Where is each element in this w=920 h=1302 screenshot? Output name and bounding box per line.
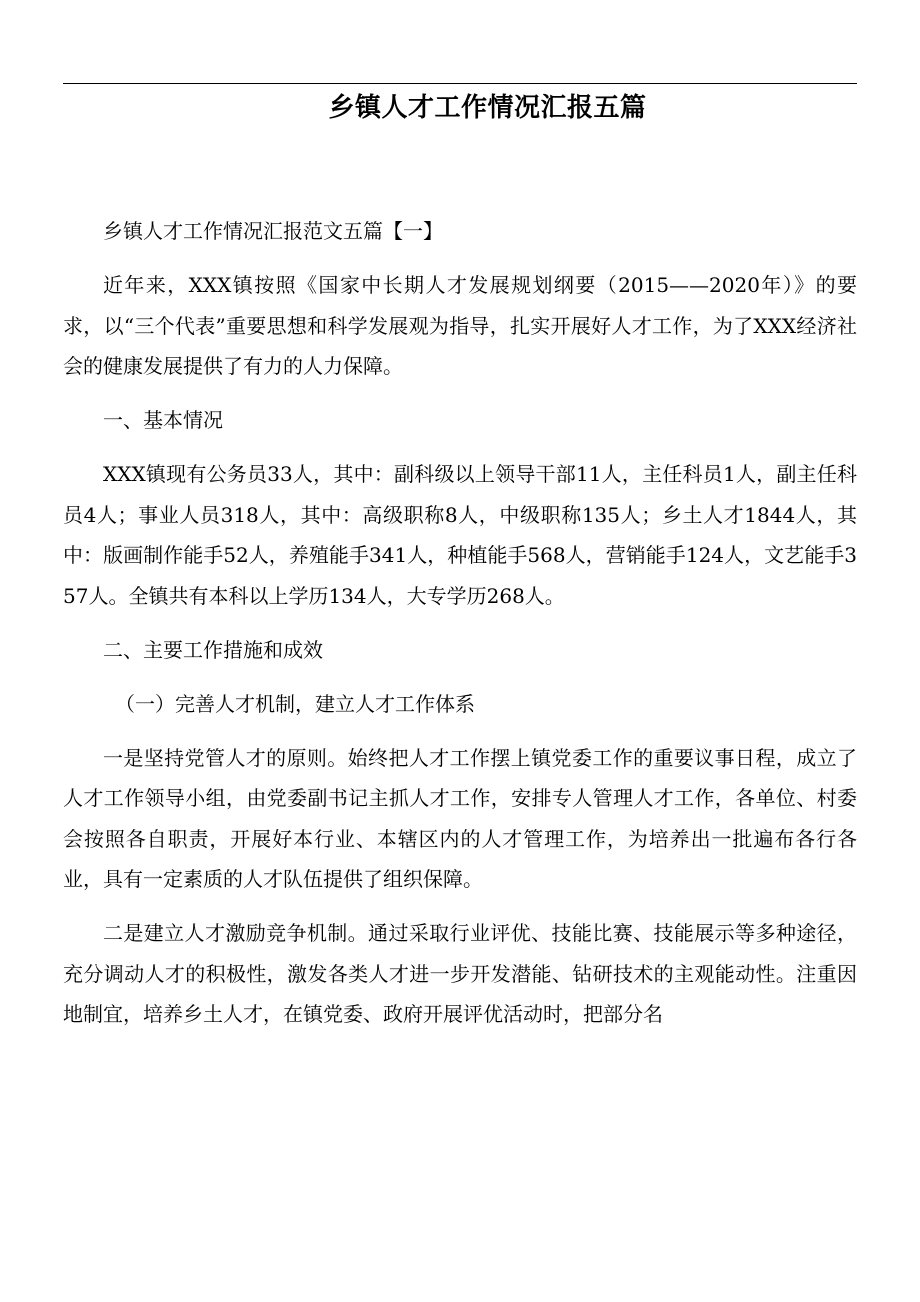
heading-basic-situation: 一、基本情况 (103, 408, 223, 432)
document-body (63, 211, 857, 1048)
measure-one-paragraph: 一是坚持党管人才的原则。始终把人才工作摆上镇党委工作的重要议事日程，成立了人才工作领导小组，由党委副书记主抓人才工作，安排专人管理人才工作，各单位、村委会按照各自职责，开展好本行业、本辖区内的人才管理工作，为培养出一批遍布各行各业，具有一定素质的人才队伍提供了组织保障。 (63, 745, 857, 891)
basic-situation-paragraph: XXX镇现有公务员33人，其中：副科级以上领导干部11人，主任科员1人，副主任科员4人；事业人员318人，其中：高级职称8人，中级职称135人；乡土人才1844人，其中：版画制作能手52人，养殖能手341人，种植能手568人，营销能手124人，文艺能手357人。全镇共有本科以上学历134人，大专学历268人。 (63, 462, 857, 608)
section-heading: 乡镇人才工作情况汇报范文五篇【一】 (103, 219, 443, 243)
header-rule (63, 83, 857, 84)
intro-paragraph: 近年来，XXX镇按照《国家中长期人才发展规划纲要（2015——2020年）》的要求，以“三个代表”重要思想和科学发展观为指导，扎实开展好人才工作，为了XXX经济社会的健康发展提供了有力的人力保障。 (63, 273, 857, 378)
page-title: 乡镇人才工作情况汇报五篇 (328, 93, 647, 123)
heading-main-measures: 二、主要工作措施和成效 (103, 637, 323, 662)
measure-two-paragraph: 二是建立人才激励竞争机制。通过采取行业评优、技能比赛、技能展示等多种途径，充分调动人才的积极性，激发各类人才进一步开发潜能、钻研技术的主观能动性。注重因地制宜，培养乡土人才，在镇党委、政府开展评优活动时，把部分名 (63, 921, 857, 1026)
subheading-mechanism: （一）完善人才机制，建立人才工作体系 (115, 691, 475, 716)
